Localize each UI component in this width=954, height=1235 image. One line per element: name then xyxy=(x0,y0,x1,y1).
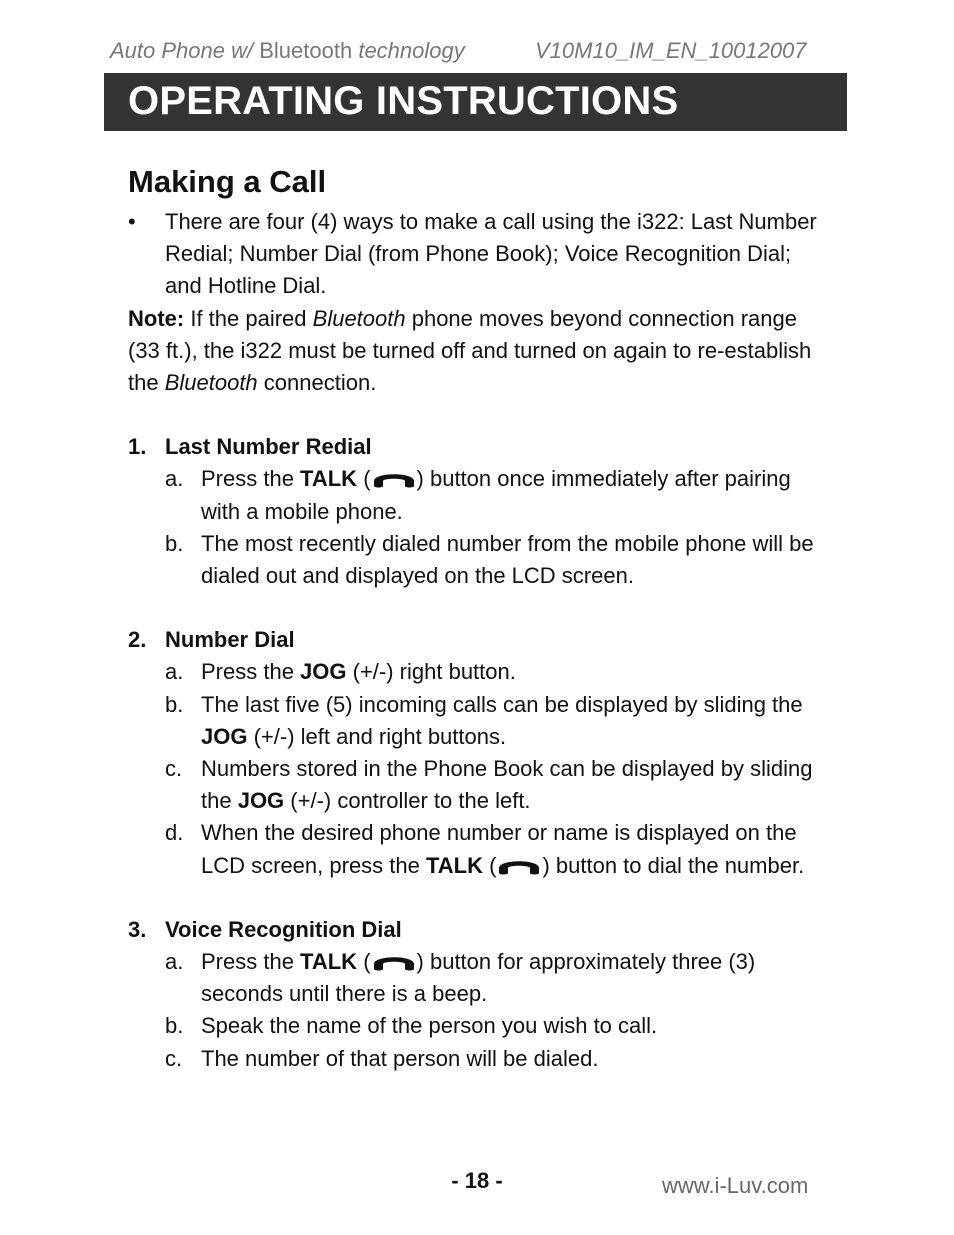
item-letter: b. xyxy=(165,1013,184,1039)
step-item xyxy=(128,656,828,688)
phone-handset-icon xyxy=(371,469,417,489)
step-item xyxy=(128,528,828,592)
step-item xyxy=(128,817,828,881)
step-title xyxy=(128,431,828,463)
intro-bullet xyxy=(128,206,828,303)
item-letter: a. xyxy=(165,949,184,975)
item-text: ( xyxy=(483,852,497,878)
item-text: Speak the name of the person you wish to call. xyxy=(201,1013,658,1039)
step-number: 1. xyxy=(128,434,147,460)
header-doc-code: V10M10_IM_EN_10012007 xyxy=(535,38,807,63)
running-header xyxy=(110,38,840,64)
item-letter: d. xyxy=(165,820,184,846)
note-italic-1: Bluetooth xyxy=(312,305,406,331)
phone-handset-icon xyxy=(371,952,417,972)
step-title xyxy=(128,624,828,656)
step-number: 2. xyxy=(128,627,147,653)
step-item xyxy=(128,1043,828,1075)
step-number: 3. xyxy=(128,916,147,942)
step-item xyxy=(128,1010,828,1042)
item-text: When the desired phone number or name is displayed on the LCD screen, press the xyxy=(201,820,797,878)
footer-url: www.i-Luv.com xyxy=(662,1173,809,1198)
step-title-text: Voice Recognition Dial xyxy=(165,916,402,942)
section-heading: Making a Call xyxy=(128,164,327,199)
item-text: Press the xyxy=(201,949,301,975)
intro-bullet-text: There are four (4) ways to make a call using the i322: Last Number Redial; Number Dial (from Phone Book); Voice Recognition Dial; and Hotline Dial. xyxy=(165,209,817,299)
step-item xyxy=(128,753,828,817)
item-text: The last five (5) incoming calls can be displayed by sliding the xyxy=(201,691,803,717)
item-letter: a. xyxy=(165,659,184,685)
banner-title: OPERATING INSTRUCTIONS xyxy=(128,79,679,123)
step-title-text: Number Dial xyxy=(165,627,295,653)
section-banner xyxy=(104,73,847,131)
note-label: Note: xyxy=(128,305,185,331)
talk-button-label: TALK xyxy=(300,949,358,975)
item-letter: b. xyxy=(165,530,184,556)
item-text: Numbers stored in the Phone Book can be displayed by sliding the xyxy=(201,756,813,814)
header-product-brand: Bluetooth xyxy=(259,38,353,63)
talk-button-label: TALK xyxy=(425,852,484,878)
header-product-prefix: Auto Phone w/ xyxy=(110,38,254,63)
step-voice-recognition-dial xyxy=(128,914,828,1075)
note-text-3: connection. xyxy=(257,370,377,396)
item-letter: b. xyxy=(165,691,184,717)
step-title-text: Last Number Redial xyxy=(165,434,372,460)
item-text: Press the xyxy=(201,466,301,492)
bullet-symbol: • xyxy=(128,209,136,234)
page-number: - 18 - xyxy=(451,1168,503,1193)
note-text-2: phone moves beyond connection range (33 ft.), the i322 must be turned off and turned on again to re-establish the xyxy=(128,305,812,396)
main-content xyxy=(128,160,828,1075)
jog-button-label: JOG xyxy=(201,723,248,749)
note-text-1: If the paired xyxy=(184,305,313,331)
item-text: (+/-) right button. xyxy=(346,659,516,685)
item-text: ) button once immediately after pairing with a mobile phone. xyxy=(201,466,791,524)
step-item xyxy=(128,463,828,527)
item-letter: c. xyxy=(165,756,183,782)
item-text: (+/-) controller to the left. xyxy=(284,788,531,814)
item-text: ) button for approximately three (3) seconds until there is a beep. xyxy=(201,949,756,1007)
step-item xyxy=(128,946,828,1010)
item-text: ) button to dial the number. xyxy=(542,852,805,878)
item-text: Press the xyxy=(201,659,301,685)
step-item xyxy=(128,689,828,753)
item-text: The most recently dialed number from the mobile phone will be dialed out and displayed on the LCD screen. xyxy=(201,530,814,589)
header-product-suffix: technology xyxy=(358,38,465,63)
item-letter: a. xyxy=(165,466,184,492)
jog-button-label: JOG xyxy=(300,659,347,685)
item-letter: c. xyxy=(165,1045,183,1071)
phone-handset-icon xyxy=(496,856,542,876)
jog-button-label: JOG xyxy=(237,788,285,814)
item-text: ( xyxy=(357,466,371,492)
note-paragraph xyxy=(128,303,828,400)
note-italic-2: Bluetooth xyxy=(164,370,258,396)
item-text: (+/-) left and right buttons. xyxy=(247,723,507,749)
talk-button-label: TALK xyxy=(300,466,358,492)
item-text: ( xyxy=(357,949,371,975)
step-number-dial xyxy=(128,624,828,882)
step-title xyxy=(128,914,828,946)
step-last-number-redial xyxy=(128,431,828,592)
item-text: The number of that person will be dialed. xyxy=(201,1045,599,1071)
